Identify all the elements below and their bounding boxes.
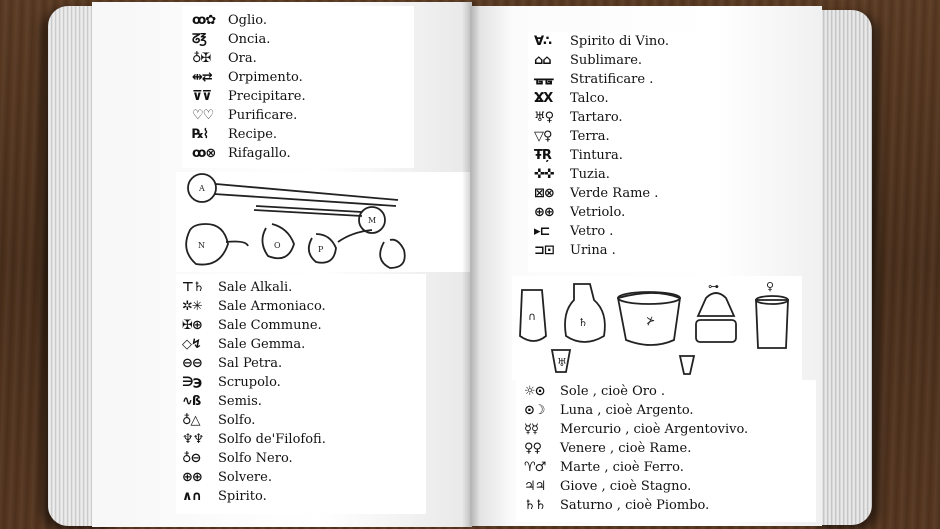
entry-term: Semis. [218, 394, 262, 409]
left-bottom-list [182, 278, 326, 506]
svg-text:♀: ♀ [766, 280, 775, 293]
dictionary-entry [182, 487, 326, 506]
right-top-list [534, 32, 669, 260]
entry-term: Sale Alkali. [218, 280, 293, 295]
svg-text:⊁: ⊁ [646, 314, 656, 327]
alchemical-symbol-icon: ▸⊏ [534, 224, 550, 239]
dictionary-entry [192, 106, 306, 125]
dictionary-entry [534, 89, 669, 108]
svg-text:O: O [274, 241, 281, 250]
dictionary-entry [534, 222, 669, 241]
dictionary-entry [182, 468, 326, 487]
svg-text:A: A [199, 184, 205, 193]
dictionary-entry [192, 125, 306, 144]
entry-term: Oncia. [228, 32, 271, 47]
right-bottom-list [524, 382, 748, 515]
alchemical-symbol-icon: ✜✜ [534, 167, 554, 182]
alchemical-symbol-icon: ⌂⌂ [534, 53, 551, 68]
dictionary-entry [524, 420, 748, 439]
alchemical-symbol-icon: ⊖⊖ [182, 356, 202, 371]
retort-glassware-illustration [176, 172, 472, 272]
entry-term: Precipitare. [228, 89, 306, 104]
alchemical-symbol-icon: ✠⊕ [182, 318, 202, 333]
svg-text:N: N [198, 241, 205, 250]
entry-term: Scrupolo. [218, 375, 281, 390]
alchemical-symbol-icon: ⊕⊕ [534, 205, 554, 220]
dictionary-entry [534, 70, 669, 89]
entry-term: Tuzia. [570, 167, 610, 182]
dictionary-entry [534, 241, 669, 260]
dictionary-entry [534, 203, 669, 222]
dictionary-entry [192, 49, 306, 68]
entry-term: Recipe. [228, 127, 278, 142]
alchemical-symbol-icon: ▽♀ [534, 129, 552, 144]
entry-term: Talco. [570, 91, 609, 106]
alchemical-symbol-icon: ∀∴ [534, 34, 552, 49]
alchemical-symbol-icon: ♅♀ [534, 110, 554, 125]
alchemical-symbol-icon: ŦŖ [534, 148, 551, 163]
alchemical-symbol-icon: ♁△ [182, 413, 200, 428]
book-spine [462, 2, 480, 527]
dictionary-entry [524, 458, 748, 477]
entry-term: Rifagallo. [228, 146, 291, 161]
entry-term: Marte , cioè Ferro. [560, 460, 684, 475]
dictionary-entry [524, 382, 748, 401]
dictionary-entry [524, 496, 748, 515]
alchemical-symbol-icon: ⊤♄ [182, 280, 204, 295]
svg-text:P: P [318, 245, 324, 254]
svg-text:♄: ♄ [578, 316, 588, 329]
entry-term: Sole , cioè Oro . [560, 384, 666, 399]
dictionary-entry [534, 108, 669, 127]
dictionary-entry [182, 354, 326, 373]
entry-term: Stratificare . [570, 72, 654, 87]
dictionary-entry [534, 32, 669, 51]
alchemical-symbol-icon: ϪX [534, 91, 553, 106]
entry-term: Solvere. [218, 470, 272, 485]
alchemical-symbol-icon: ℞⌇ [192, 127, 209, 142]
alchemical-symbol-icon: ⊕⊕ [182, 470, 202, 485]
entry-term: Solfo de'Filofofi. [218, 432, 326, 447]
alchemical-symbol-icon: ♀♀ [524, 441, 542, 456]
alchemical-symbol-icon: ☿☿ [524, 422, 538, 437]
entry-term: Vetriolo. [570, 205, 626, 220]
alchemical-symbol-icon: ✲✳ [182, 299, 202, 314]
dictionary-entry [192, 11, 306, 30]
alchemical-symbol-icon: ∿ß [182, 394, 201, 409]
svg-text:∩: ∩ [528, 310, 537, 323]
entry-term: Sublimare. [570, 53, 643, 68]
entry-term: Luna , cioè Argento. [560, 403, 694, 418]
alchemical-symbol-icon: ⊽⊽ [192, 89, 212, 104]
entry-term: Venere , cioè Rame. [560, 441, 692, 456]
dictionary-entry [534, 165, 669, 184]
entry-term: Sal Petra. [218, 356, 283, 371]
entry-term: Ora. [228, 51, 257, 66]
svg-text:⊶: ⊶ [708, 280, 719, 293]
alchemical-symbol-icon: ⊠⊗ [534, 186, 554, 201]
entry-term: Saturno , cioè Piombo. [560, 498, 710, 513]
entry-term: Orpimento. [228, 70, 303, 85]
dictionary-entry [182, 278, 326, 297]
entry-term: Verde Rame . [570, 186, 659, 201]
alchemical-symbol-icon: ♆♆ [182, 432, 204, 447]
dictionary-entry [524, 477, 748, 496]
entry-term: Tartaro. [570, 110, 623, 125]
entry-term: Terra. [570, 129, 610, 144]
entry-term: Urina . [570, 243, 616, 258]
alchemical-vessels-illustration [512, 276, 802, 380]
dictionary-entry [524, 439, 748, 458]
entry-term: Spirito di Vino. [570, 34, 669, 49]
alchemical-symbol-icon: ♈♂ [524, 460, 546, 475]
entry-term: Giove , cioè Stagno. [560, 479, 692, 494]
alchemical-symbol-icon: ◇↯ [182, 337, 201, 352]
alchemical-symbol-icon: ♄♄ [524, 498, 546, 513]
dictionary-entry [182, 411, 326, 430]
entry-term: Solfo. [218, 413, 256, 428]
alchemical-symbol-icon: ∋℈ [182, 375, 201, 390]
dictionary-entry [524, 401, 748, 420]
dictionary-entry [182, 449, 326, 468]
dictionary-entry [192, 68, 306, 87]
dictionary-entry [182, 297, 326, 316]
left-page [92, 2, 472, 527]
alchemical-symbol-icon: ⊐⊡ [534, 243, 554, 258]
entry-term: Sale Commune. [218, 318, 322, 333]
left-top-list [192, 11, 306, 163]
entry-term: Sale Gemma. [218, 337, 306, 352]
dictionary-entry [182, 392, 326, 411]
dictionary-entry [534, 127, 669, 146]
dictionary-entry [182, 335, 326, 354]
entry-term: Oglio. [228, 13, 268, 28]
alchemical-symbol-icon: ♁✠ [192, 51, 211, 66]
entry-term: Purificare. [228, 108, 298, 123]
dictionary-entry [192, 87, 306, 106]
alchemical-symbol-icon: ᚗᚗ [534, 72, 553, 87]
dictionary-entry [182, 316, 326, 335]
alchemical-symbol-icon: ♁⊖ [182, 451, 201, 466]
alchemical-symbol-icon: ☼⊙ [524, 384, 545, 399]
alchemical-symbol-icon: ⇹⇄ [192, 70, 212, 85]
dictionary-entry [534, 146, 669, 165]
svg-text:M: M [368, 216, 377, 225]
alchemical-symbol-icon: ♡♡ [192, 108, 214, 123]
dictionary-entry [182, 373, 326, 392]
svg-text:♅: ♅ [557, 356, 567, 369]
alchemical-symbol-icon: ∧∩ [182, 489, 202, 504]
alchemical-symbol-icon: ᘔ℥ [192, 32, 206, 47]
entry-term: Solfo Nero. [218, 451, 293, 466]
alchemical-symbol-icon: ꝏ✿ [192, 13, 216, 28]
dictionary-entry [192, 144, 306, 163]
entry-term: Mercurio , cioè Argentovivo. [560, 422, 749, 437]
alchemical-symbol-icon: ♃♃ [524, 479, 546, 494]
alchemical-symbol-icon: ⊙☽ [524, 403, 545, 418]
dictionary-entry [192, 30, 306, 49]
right-page [470, 6, 822, 526]
entry-term: Spirito. [218, 489, 267, 504]
dictionary-entry [534, 51, 669, 70]
entry-term: Tintura. [570, 148, 623, 163]
alchemical-symbol-icon: ꝏ⊗ [192, 146, 216, 161]
entry-term: Vetro . [570, 224, 614, 239]
entry-term: Sale Armoniaco. [218, 299, 326, 314]
dictionary-entry [182, 430, 326, 449]
dictionary-entry [534, 184, 669, 203]
